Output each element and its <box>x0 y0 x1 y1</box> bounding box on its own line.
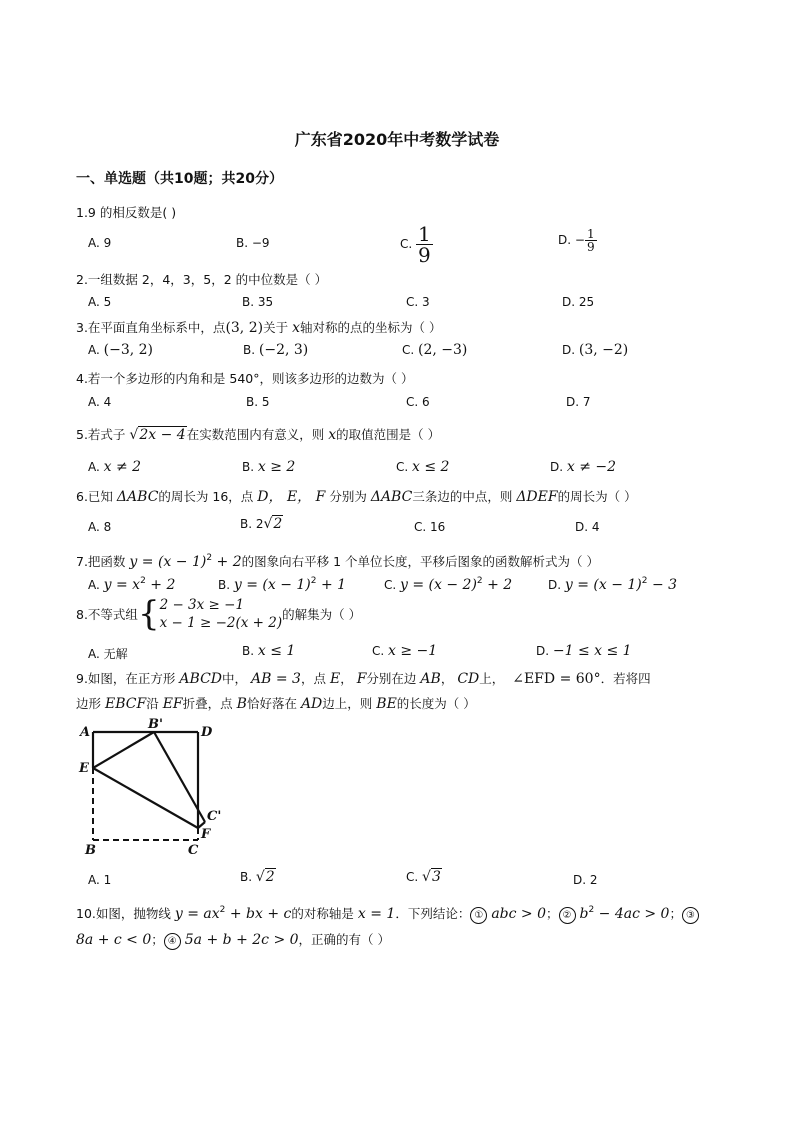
question-9-line-2: 边形 EBCF沿 EF折叠，点 B恰好落在 AD边上，则 BE的长度为（ ） <box>76 696 476 712</box>
q5-option-c: C. x ≤ 2 <box>396 459 450 475</box>
q7-option-d: D. $y = (x - 1)^2 - 3$ <box>548 576 678 593</box>
q7-option-c: C. $y = (x - 2)^2 + 2$ <box>384 576 513 593</box>
question-10-line-1: 10.如图，抛物线 $y = ax^2$ + bx + c的对称轴是 x = 1．下列结论： ① abc > 0； ② $b^2 - 4ac > 0$； ③ <box>76 904 699 924</box>
q5-option-b: B. x ≥ 2 <box>242 459 296 475</box>
q2-option-c: C. 3 <box>406 295 430 309</box>
question-1-text: 1.9 的相反数是( ) <box>76 205 177 220</box>
q7-option-b: B. $y = (x - 1)^2 + 1$ <box>218 576 347 593</box>
section-heading: 一、单选题（共10题；共20分） <box>76 171 283 187</box>
q4-option-c: C. 6 <box>406 395 430 409</box>
q8-option-c: C. x ≥ −1 <box>372 643 438 659</box>
q6-option-a: A. 8 <box>88 520 112 534</box>
q7-option-a: A. $y = x^2 + 2$ <box>88 576 176 593</box>
q1-option-a: A. 9 <box>88 236 112 250</box>
q3-option-c: C. (2, −3) <box>402 342 468 358</box>
q1-option-c: C. $\frac{1}{9}$ <box>400 222 431 267</box>
q6-option-b: B. 2√2 <box>240 516 283 532</box>
question-6-text: 6.已知 ΔABC的周长为 16，点 D， E， F 分别为 ΔABC三条边的中点，则 ΔDEF的周长为（ ） <box>76 489 637 505</box>
question-10-line-2: 8a + c < 0； ④ 5a + b + 2c > 0，正确的有（ ） <box>76 932 391 948</box>
q8-option-b: B. x ≤ 1 <box>242 643 296 659</box>
label-e: E <box>79 761 89 776</box>
question-3-text: 3.在平面直角坐标系中，点(3, 2)关于 x轴对称的点的坐标为（ ） <box>76 320 442 336</box>
question-7-text: 7.把函数 $y = (x - 1)^2 + 2$的图象向右平移 1 个单位长度，平移后图象的函数解析式为（ ） <box>76 553 599 570</box>
q3-option-a: A. (−3, 2) <box>88 342 154 358</box>
label-f: F <box>201 827 211 842</box>
q4-option-d: D. 7 <box>566 395 591 409</box>
question-9-line-1: 9.如图，在正方形 ABCD中， AB = 3，点 E， F分别在边 AB， CD上， ∠EFD = 60°．若将四 <box>76 671 651 687</box>
q5-option-a: A. x ≠ 2 <box>88 459 142 475</box>
question-4-text: 4.若一个多边形的内角和是 540°，则该多边形的边数为（ ） <box>76 371 414 386</box>
q2-option-a: A. 5 <box>88 295 112 309</box>
q1-option-b: B. −9 <box>236 236 270 250</box>
q8-option-a: A. 无解 <box>88 647 128 661</box>
q3-option-d: D. (3, −2) <box>562 342 629 358</box>
q8-inequality-2: x − 1 ≥ −2(x + 2) <box>159 615 283 632</box>
q6-option-d: D. 4 <box>575 520 600 534</box>
label-c-prime: C' <box>207 809 222 824</box>
label-b: B <box>85 843 96 858</box>
question-8-text: 8.不等式组{ 2 − 3x ≥ −1 x − 1 ≥ −2(x + 2) 的解集为（ ） <box>76 594 362 635</box>
q9-option-d: D. 2 <box>573 873 598 887</box>
question-2-text: 2.一组数据 2，4，3，5，2 的中位数是（ ） <box>76 272 328 287</box>
q4-option-a: A. 4 <box>88 395 112 409</box>
q9-square-fold-figure <box>76 714 246 864</box>
q9-option-b: B. √2 <box>240 869 275 885</box>
question-5-text: 5.若式子 √2x − 4在实数范围内有意义，则 x的取值范围是（ ） <box>76 427 441 443</box>
q6-option-c: C. 16 <box>414 520 446 534</box>
q9-option-a: A. 1 <box>88 873 112 887</box>
q3-option-b: B. (−2, 3) <box>243 342 309 358</box>
segment-eb-prime <box>93 732 154 768</box>
q8-inequality-1: 2 − 3x ≥ −1 <box>159 597 245 613</box>
label-a: A <box>80 725 91 740</box>
q2-option-b: B. 35 <box>242 295 274 309</box>
page-title: 广东省2020年中考数学试卷 <box>294 130 500 149</box>
q5-option-d: D. x ≠ −2 <box>550 459 617 475</box>
label-d: D <box>201 725 213 740</box>
label-b-prime: B' <box>148 717 163 732</box>
q9-option-c: C. √3 <box>406 869 441 885</box>
q8-option-d: D. −1 ≤ x ≤ 1 <box>536 643 632 659</box>
q1-option-d: D. − $\frac{1}{9}$ <box>558 227 595 254</box>
label-c: C <box>188 843 199 858</box>
q4-option-b: B. 5 <box>246 395 270 409</box>
fold-line-ef <box>93 768 198 828</box>
q2-option-d: D. 25 <box>562 295 595 309</box>
